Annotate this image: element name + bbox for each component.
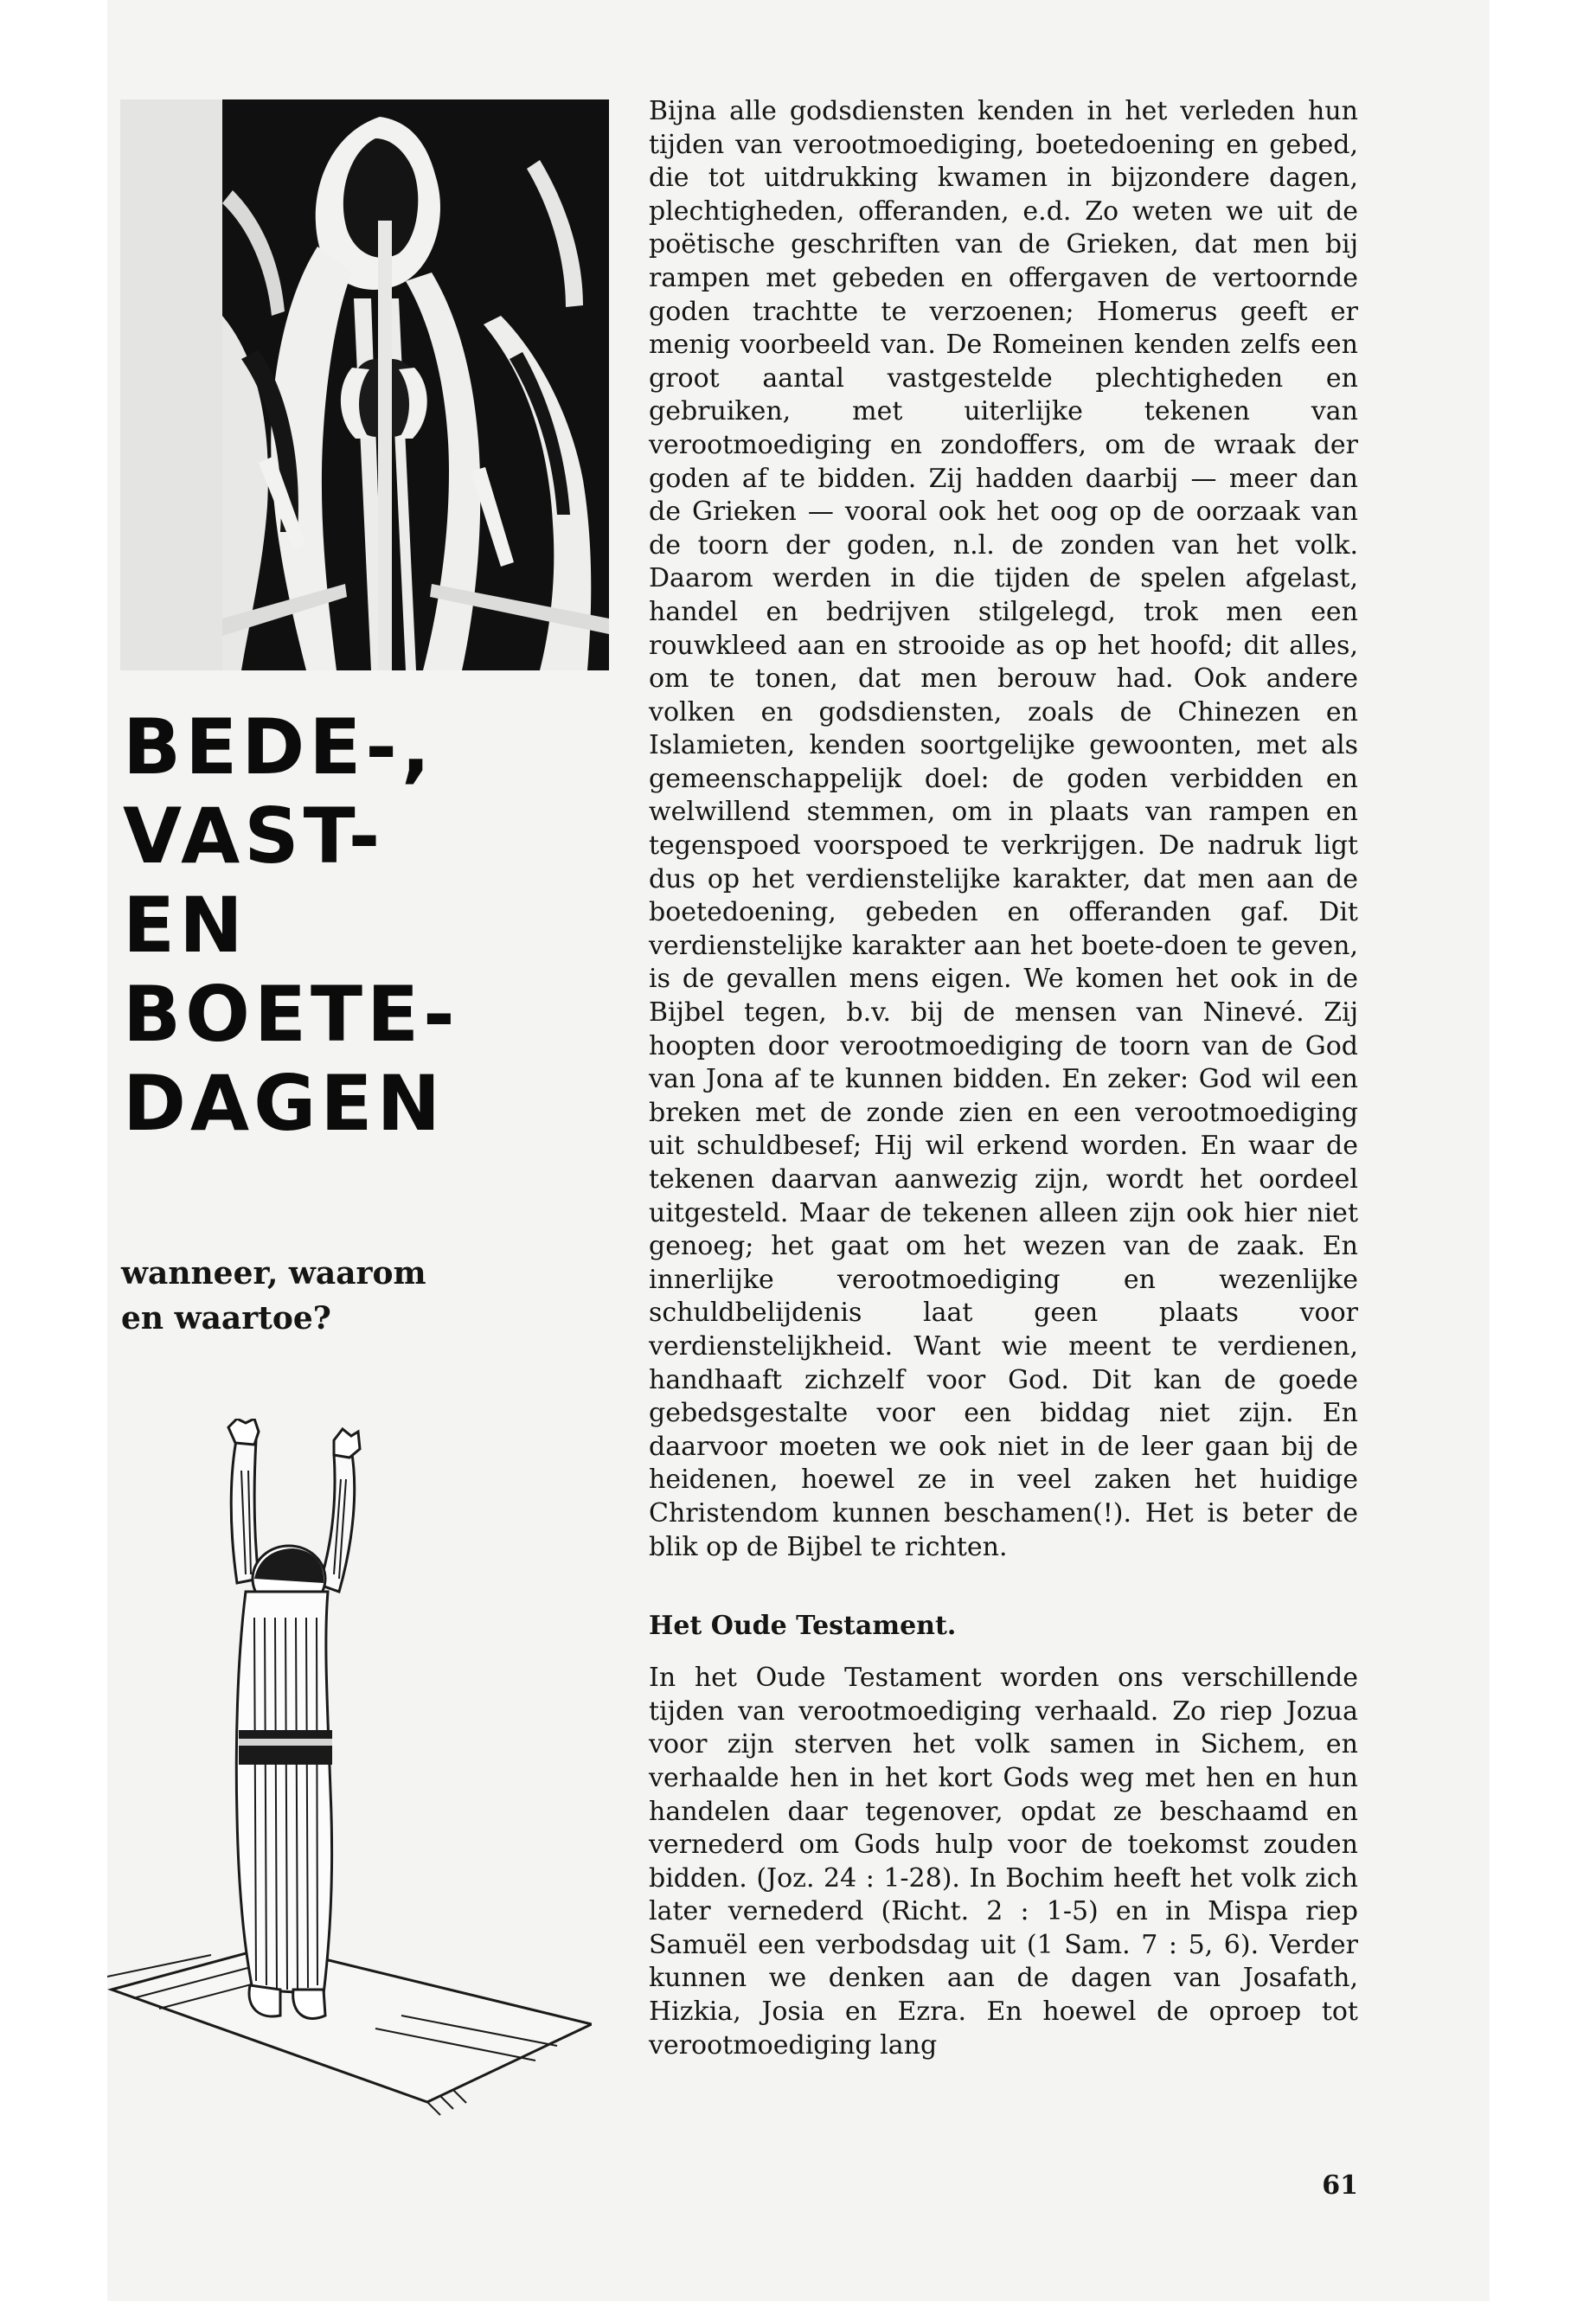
magazine-page — [107, 0, 1490, 2301]
subtitle-line-2: en waartoe? — [121, 1300, 331, 1336]
section-heading: Het Oude Testament. — [649, 1611, 957, 1642]
praying-figure-illustration — [107, 1419, 592, 2145]
subtitle-line-1: wanneer, waarom — [121, 1255, 426, 1292]
title-line-2: VAST- — [123, 792, 385, 881]
title-line-3: EN — [123, 881, 247, 970]
left-column — [107, 0, 626, 2301]
right-column — [649, 95, 1358, 2062]
title-line-1: BEDE-, — [123, 702, 435, 792]
title-line-4: BOETE- — [123, 970, 459, 1059]
section-paragraph: In het Oude Testament worden ons verschillende tijden van verootmoediging verhaald. Zo riep Jozua voor zijn sterven het volk samen in Sichem, en verhaalde hen in het kort Gods weg met hen en hun handelen daar tegenover, opdat ze beschaamd en vernederd om Gods hulp voor de toekomst zouden bidden. (Joz. 24 : 1-28). In Bochim heeft het volk zich later vernederd (Richt. 2 : 1-5) en in Mispa riep Samuël een verbodsdag uit (1 Sam. 7 : 5, 6). Verder kunnen we denken aan de dagen van Josafath, Hizkia, Josia en Ezra. En hoewel de oproep tot verootmoediging lang — [649, 1663, 1358, 2061]
article-title — [123, 702, 459, 1148]
title-line-5: DAGEN — [123, 1059, 445, 1148]
page-number: 61 — [1322, 2170, 1358, 2201]
article-subtitle — [121, 1251, 426, 1341]
intro-paragraph: Bijna alle godsdiensten kenden in het verleden hun tijden van verootmoediging, boetedoening en gebed, die tot uitdrukking kwamen in bijzondere dagen, plechtigheden, offeranden, e.d. Zo weten we uit de poëtische geschriften van de Grieken, dat men bij rampen met gebeden en offergaven de vertoornde goden trachtte te verzoenen; Homerus geeft er menig voorbeeld van. De Romeinen kenden zelfs een groot aantal vastgestelde plechtigheden en gebruiken, met uiterlijke tekenen van verootmoediging en zondoffers, om de wraak der goden af te bidden. Zij hadden daarbij — meer dan de Grieken — vooral ook het oog op de oorzaak van de toorn der goden, n.l. de zonden van het volk. Daarom werden in die tijden de spelen afgelast, handel en bedrijven stilgelegd, trok men een rouwkleed aan en strooide as op het hoofd; dit alles, om te tonen, dat men berouw had. Ook andere volken en godsdiensten, zoals de Chinezen en Islamieten, kenden soortgelijke gewoonten, met als gemeenschappelijk doel: de goden verbidden en welwillend stemmen, om in plaats van rampen en tegenspoed voorspoed te verkrijgen. De nadruk ligt dus op het verdienstelijke karakter, dat men aan de boetedoening, gebeden en offeranden gaf. Dit verdienstelijke karakter aan het boete-doen te geven, is de gevallen mens eigen. We komen het ook in de Bijbel tegen, b.v. bij de mensen van Ninevé. Zij hoopten door verootmoediging de toorn van de God van Jona af te kunnen bidden. En zeker: God wil een breken met de zonde zien en een verootmoediging uit schuldbesef; Hij wil erkend worden. En waar de tekenen daarvan aanwezig zijn, wordt het oordeel uitgesteld. Maar de tekenen alleen zijn ook hier niet genoeg; het gaat om het wezen van de zaak. En innerlijke verootmoediging en wezenlijke schuldbelijdenis laat geen plaats voor verdienstelijkheid. Want wie meent te verdienen, handhaaft zichzelf voor God. Dit kan de goede gebedsgestalte voor een biddag niet zijn. En daarvoor moeten we ook niet in de leer gaan bij de heidenen, hoewel ze in veel zaken het huidige Christendom kunnen beschamen(!). Het is beter de blik op de Bijbel te richten. — [649, 96, 1358, 1562]
woodcut-illustration-mourning-figure — [120, 99, 609, 670]
